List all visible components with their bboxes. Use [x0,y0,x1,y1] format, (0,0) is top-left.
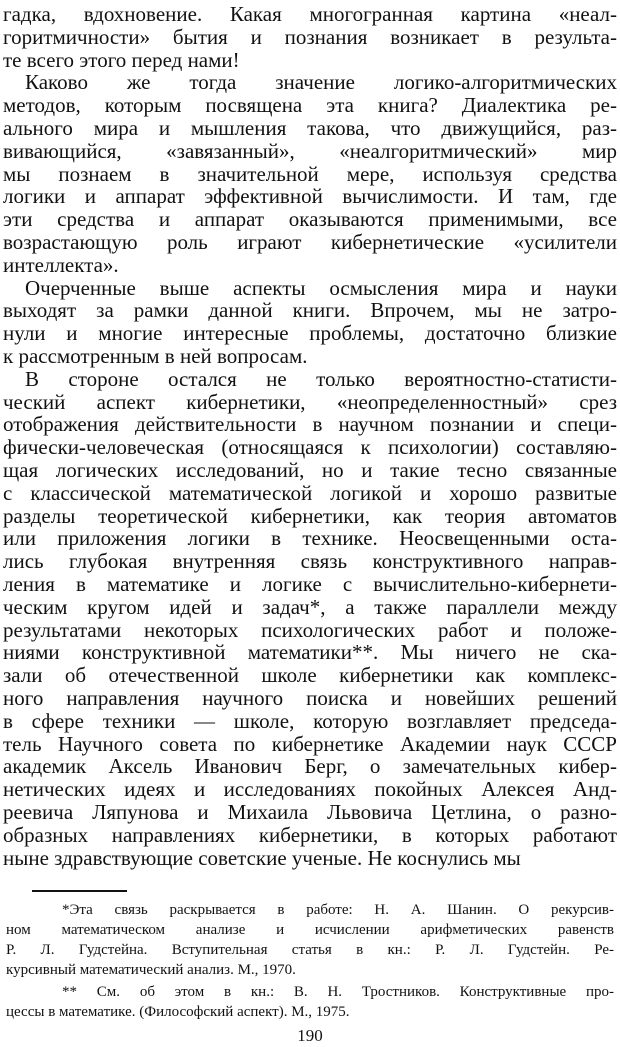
text-line: лись глубокая внутренняя связь конструктивного направ- [3,549,617,574]
footnote-line: ном математическом анализе и исчислении арифметических равенств [6,922,614,938]
text-line: ления в математике и логике с вычислительно-кибернети- [3,572,617,596]
text-line: в сфере техники — школе, которую возглавляет председа- [3,708,617,733]
text-line: образных направлениях кибернетики, в которых работают [3,822,617,847]
text-line: с классической математической логикой и хорошо развитые [3,480,617,505]
text-line: ческим кругом идей и задач*, а также параллели между [3,594,617,619]
text-line: результатами некоторых психологических работ и положе- [3,617,617,642]
footnote-line: Р. Л. Гудстейна. Вступительная статья в кн.: Р. Л. Гудстейн. Ре- [6,942,614,958]
text-line: методов, которым посвящена эта книга? Диалектика ре- [3,93,617,118]
text-line: эти средства и аппарат оказываются применимыми, все [3,207,617,232]
text-line: выходят за рамки данной книги. Впрочем, мы не затро- [3,298,617,323]
text-line: академик Аксель Иванович Берг, о замечательных кибер- [3,754,617,779]
text-line: нетических идеях и исследованиях покойных Алексея Анд- [3,777,617,802]
text-line: фически-человеческая (относящаяся к психологии) составляю- [3,435,617,460]
footnote-line: *Эта связь раскрывается в работе: Н. А. Шанин. О рекурсив- [62,902,614,918]
text-line: зали об отечественной школе кибернетики как комплекс- [3,663,617,688]
footnote-rule [32,890,127,892]
text-line: тель Научного совета по кибернетике Академии наук СССР [3,731,617,756]
text-line: возрастающую роль играют кибернетические «усилители [3,230,617,254]
text-line: к рассмотренным в ней вопросам. [3,344,308,368]
text-line: отображения действительности в научном познании и специ- [3,412,617,437]
text-line: Очерченные выше аспекты осмысления мира и науки [25,275,617,300]
footnote-line: курсивный математический анализ. М., 1970. [6,962,296,978]
text-line: интеллекта». [3,252,119,277]
text-line: реевича Ляпунова и Михаила Львовича Цетлина, о разно- [3,800,617,824]
text-line: мы познаем в значительной мере, используя средства [3,161,617,186]
footnote-line: цессы в математике. (Философский аспект). М., 1975. [6,1004,350,1020]
text-line: те всего этого перед нами! [3,47,240,72]
page-number: 190 [297,1026,323,1045]
text-line: разделы теоретической кибернетики, как теория автоматов [3,503,617,528]
text-line: ального мира и мышления такова, что движущийся, раз- [3,116,617,140]
text-line: нули и многие интересные проблемы, достаточно близкие [3,321,617,346]
text-line: щая логических исследований, но и такие тесно связанные [3,458,617,482]
text-line: вивающийся, «завязанный», «неалгоритмический» мир [3,138,617,163]
text-line: горитмичности» бытия и познания возникает в результа- [3,24,617,49]
text-line: логики и аппарат эффективной вычислимости. И там, где [3,184,617,209]
footnote-line: ** См. об этом в кн.: В. Н. Тростников. Конструктивные про- [62,984,614,1000]
text-line: или приложения логики в технике. Неосвещенными оста- [3,526,617,551]
text-line: гадка, вдохновение. Какая многогранная картина «неал- [3,2,617,26]
text-line: Каково же тогда значение логико-алгоритмических [25,70,617,95]
text-line: ныне здравствующие советские ученые. Не коснулись мы [3,845,521,870]
text-line: ниями конструктивной математики**. Мы ничего не ска- [3,640,617,665]
text-line: ческий аспект кибернетики, «неопределенностный» срез [3,389,617,414]
text-line: В стороне остался не только вероятностно-статисти- [25,366,617,391]
text-line: ного направления научного поиска и новейших решений [3,686,617,710]
